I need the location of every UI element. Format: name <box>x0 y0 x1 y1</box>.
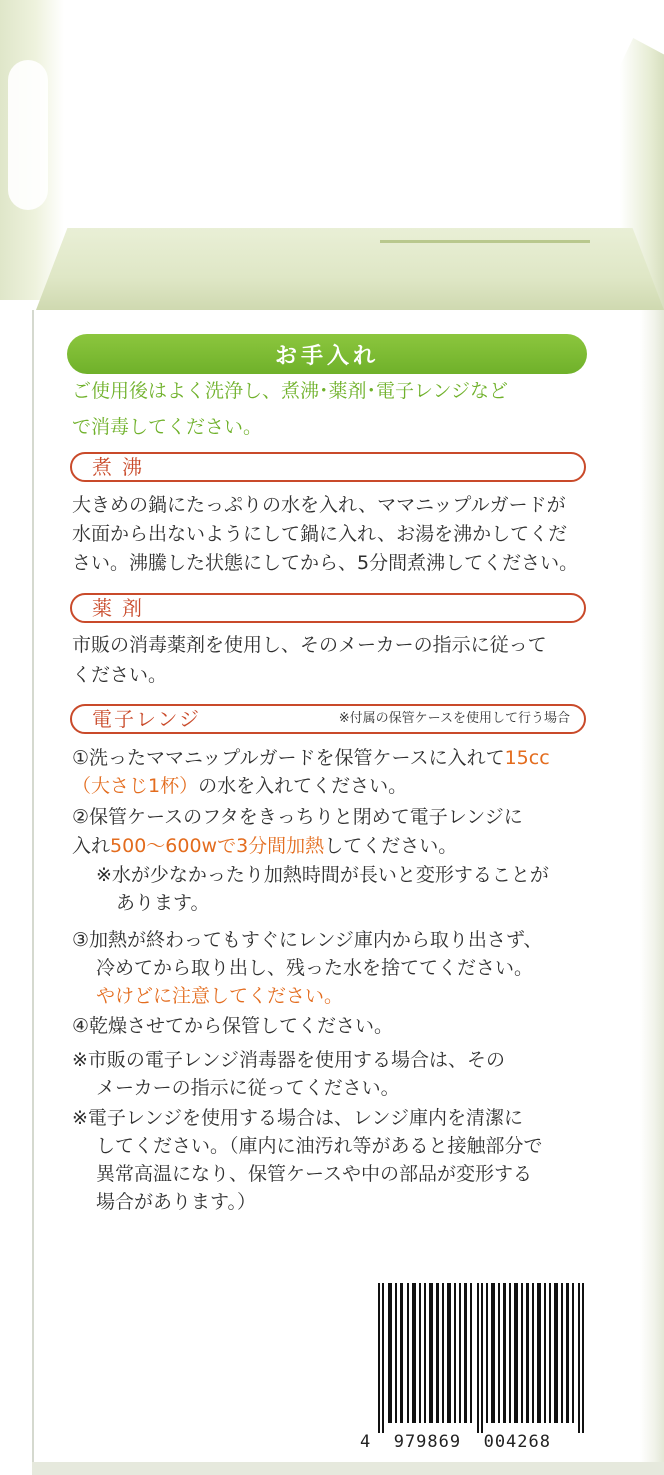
step1-spoon: （大さじ1杯） <box>72 775 199 797</box>
step3-line-1: ③加熱が終わってもすぐにレンジ庫内から取り出さず、 <box>72 929 543 951</box>
step1-line-2 <box>72 771 407 801</box>
note-line-4: してください。（庫内に油汚れ等があると接触部分で <box>96 1135 543 1157</box>
microwave-title: 電子レンジ <box>92 707 201 731</box>
lid-stripe <box>380 240 590 243</box>
boiling-title: 煮沸 <box>92 455 152 479</box>
note-line-3: ※電子レンジを使用する場合は、レンジ庫内を清潔に <box>72 1107 524 1129</box>
boiling-line-3: さい。沸騰した状態にしてから、5分間煮沸してください。 <box>72 552 579 574</box>
microwave-section-header <box>70 704 586 734</box>
note-line-1: ※市販の電子レンジ消毒器を使用する場合は、その <box>72 1049 505 1071</box>
step1-line-1 <box>72 743 550 773</box>
step1-tail: の水を入れてください。 <box>198 775 408 797</box>
step1-amount: 15cc <box>504 747 550 769</box>
step3-line-2: 冷めてから取り出し、残った水を捨ててください。 <box>96 957 534 979</box>
note-line-2: メーカーの指示に従ってください。 <box>96 1077 400 1099</box>
step2-heat: 500～600wで3分間加熱 <box>110 835 325 857</box>
flap-cutout <box>8 60 48 210</box>
care-header: お手入れ <box>67 334 587 374</box>
step2-lead: 入れ <box>72 835 111 857</box>
chemical-title: 薬剤 <box>92 596 152 620</box>
step1-text: ①洗ったママニップルガードを保管ケースに入れて <box>72 747 505 769</box>
panel-bottom-edge <box>32 1462 664 1475</box>
step2-note-2: あります。 <box>116 892 210 914</box>
note-line-5: 異常高温になり、保管ケースや中の部品が変形する <box>96 1163 533 1185</box>
step2-tail: してください。 <box>324 835 458 857</box>
boiling-line-2: 水面から出ないようにして鍋に入れ、お湯を沸かしてくだ <box>72 523 568 545</box>
chemical-line-2: ください。 <box>72 664 168 686</box>
step2-note-1: ※水が少なかったり加熱時間が長いと変形することが <box>96 864 549 886</box>
boiling-section-header <box>70 452 586 482</box>
chemical-section-header <box>70 593 586 623</box>
box-flap-left <box>0 0 64 300</box>
step2-line-1: ②保管ケースのフタをきっちりと閉めて電子レンジに <box>72 806 523 828</box>
barcode-digits: 4 979869 004268 <box>360 1432 551 1452</box>
step4-line: ④乾燥させてから保管してください。 <box>72 1015 394 1037</box>
chemical-line-1: 市販の消毒薬剤を使用し、そのメーカーの指示に従って <box>72 634 547 656</box>
boiling-line-1: 大きめの鍋にたっぷりの水を入れ、ママニップルガードが <box>72 494 566 516</box>
barcode-image <box>374 1283 588 1433</box>
intro-line-1: ご使用後はよく洗浄し、煮沸･薬剤･電子レンジなど <box>72 380 509 402</box>
microwave-note: ※付属の保管ケースを使用して行う場合 <box>338 711 570 726</box>
intro-line-2: で消毒してください。 <box>72 416 263 438</box>
panel-edge-shade <box>640 310 664 1465</box>
note-line-6: 場合があります。） <box>96 1191 256 1213</box>
step3-warning: やけどに注意してください。 <box>96 985 344 1007</box>
step2-line-2 <box>72 831 457 861</box>
